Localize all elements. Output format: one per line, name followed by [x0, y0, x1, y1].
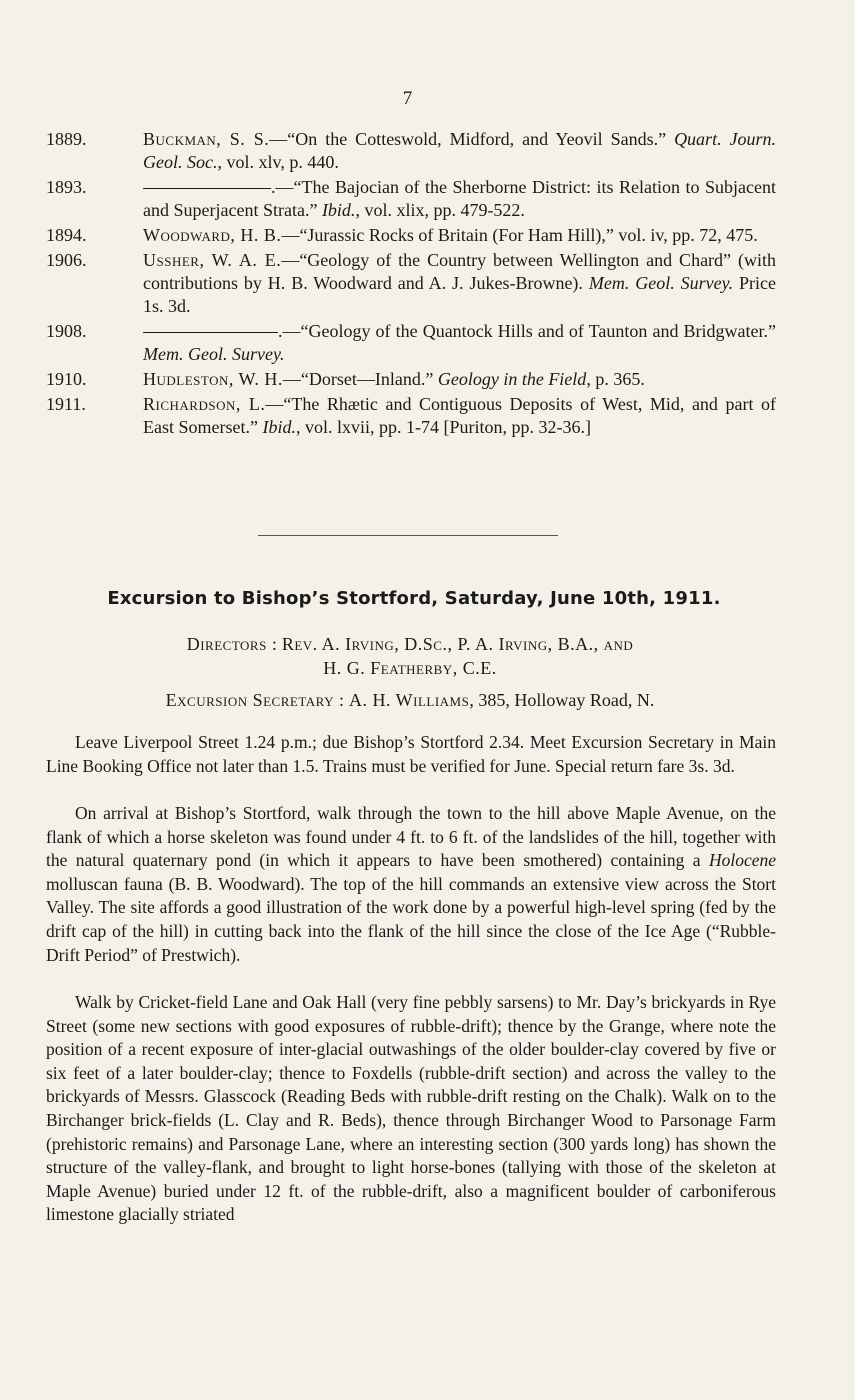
ditto-dash [143, 332, 278, 333]
reference-details: Price 1s. 3d. [143, 273, 776, 316]
reference-journal: Geology in the Field [437, 369, 587, 389]
paragraph-arrival [46, 802, 776, 967]
directors-block [0, 632, 820, 680]
reference-journal: Quart. Journ. Geol. Soc. [143, 129, 777, 172]
directors-line-2: H. G. Featherby, C.E. [323, 658, 497, 678]
directors-line-1: Rev. A. Irving, D.Sc., P. A. Irving, B.A., and [281, 634, 634, 654]
secretary-label: Excursion Secretary : [165, 690, 345, 710]
reference-details: , vol. xlv, p. 440. [217, 152, 339, 172]
reference-journal: Mem. Geol. Survey. [143, 344, 285, 364]
reference-title: —“On the Cotteswold, Midford, and Yeovil Sands.” [269, 129, 667, 149]
page-number: 7 [402, 88, 413, 109]
reference-title: —“The Rhætic and Contiguous Deposits of West, Mid, and part of East Somerset.” [143, 394, 776, 437]
reference-title: —“Geology of the Country between Wellington and Chard” (with contributions by H. B. Woodward and A. J. Jukes-Browne). [143, 250, 776, 293]
reference-entry [46, 224, 776, 247]
ditto-dash [143, 188, 271, 189]
reference-year: 1910. [46, 369, 87, 389]
reference-journal: Ibid. [321, 200, 356, 220]
reference-year: 1911. [46, 394, 86, 414]
reference-year: 1889. [46, 129, 87, 149]
reference-entry [46, 128, 776, 174]
reference-author: Buckman, S. S. [143, 129, 270, 149]
reference-details: , vol. xlix, pp. 479-522. [355, 200, 525, 220]
paragraph-text: On arrival at Bishop’s Stortford, walk through the town to the hill above Maple Avenue, on the flank of which a horse skeleton was found under 4 ft. to 6 ft. of the landslides of the hill, together with the natural quaternary pond (in which it appears to have been smothered) containing a [46, 803, 776, 871]
reference-title: —“Jurassic Rocks of Britain (For Ham Hill),” vol. iv, pp. 72, 475. [281, 225, 758, 245]
reference-title: .—“The Bajocian of the Sherborne District: its Relation to Subjacent and Superjacent Strata.” [143, 177, 776, 220]
reference-entry [46, 249, 776, 318]
reference-entry [46, 368, 776, 391]
directors-label: Directors : [186, 634, 278, 654]
reference-year: 1894. [46, 225, 87, 245]
reference-entry [46, 176, 776, 222]
paragraph-travel: Leave Liverpool Street 1.24 p.m.; due Bishop’s Stortford 2.34. Meet Excursion Secretary in Main Line Booking Office not later than 1.5. Trains must be verified for June. Special return fare 3s. 3d. [46, 732, 776, 776]
reference-year: 1893. [46, 177, 87, 197]
reference-entry [46, 393, 776, 439]
reference-author: Richardson, L. [143, 394, 266, 414]
paragraph-text: molluscan fauna (B. B. Woodward). The top of the hill commands an extensive view across the Stort Valley. The site affords a good illustration of the work done by a powerful high-level spring (fed by the drift cap of the hill) in cutting back into the flank of the hill since the close of the Ice Age (“Rubble-Drift Period” of Prestwich). [46, 873, 776, 965]
reference-title: —“Dorset—Inland.” [282, 369, 434, 389]
section-divider [258, 535, 558, 536]
excursion-heading: Excursion to Bishop’s Stortford, Saturday, June 10th, 1911. [107, 588, 721, 609]
reference-list [46, 128, 776, 441]
reference-author: Ussher, W. A. E. [143, 250, 282, 270]
reference-journal: Ibid. [262, 417, 296, 437]
reference-title: .—“Geology of the Quantock Hills and of Taunton and Bridgwater.” [278, 321, 776, 341]
reference-details: , vol. lxvii, pp. 1-74 [Puriton, pp. 32-36.] [295, 417, 591, 437]
paragraph-italic: Holocene [708, 850, 776, 871]
secretary-address: , 385, Holloway Road, N. [469, 690, 655, 710]
reference-entry [46, 320, 776, 366]
reference-year: 1908. [46, 321, 87, 341]
secretary-line [0, 690, 820, 711]
secretary-name: A. H. Williams [348, 690, 470, 710]
reference-year: 1906. [46, 250, 87, 270]
reference-details: , p. 365. [586, 369, 645, 389]
reference-author: Woodward, H. B. [143, 225, 282, 245]
paragraph-walk: Walk by Cricket-field Lane and Oak Hall (very fine pebbly sarsens) to Mr. Day’s brickyards in Rye Street (some new sections with good exposures of rubble-drift); thence by the Grange, where note the position of a recent exposure of inter-glacial outwashings of the older boulder-clay covered by five or six feet of a later boulder-clay; thence to Foxdells (rubble-drift section) and across the valley to the brickyards of Messrs. Glasscock (Reading Beds with rubble-drift resting on the Chalk). Walk on to the Birchanger brick-fields (L. Clay and R. Beds), thence through Birchanger Wood to Parsonage Farm (prehistoric remains) and Parsonage Lane, where an interesting section (300 yards long) has shown the structure of the valley-flank, and brought to light horse-bones (tallying with those of the skeleton at Maple Avenue) buried under 12 ft. of the rubble-drift, also a magnificent boulder of carboniferous limestone glacially striated [46, 992, 776, 1225]
reference-journal: Mem. Geol. Survey. [588, 273, 734, 293]
reference-author: Hudleston, W. H. [143, 369, 283, 389]
